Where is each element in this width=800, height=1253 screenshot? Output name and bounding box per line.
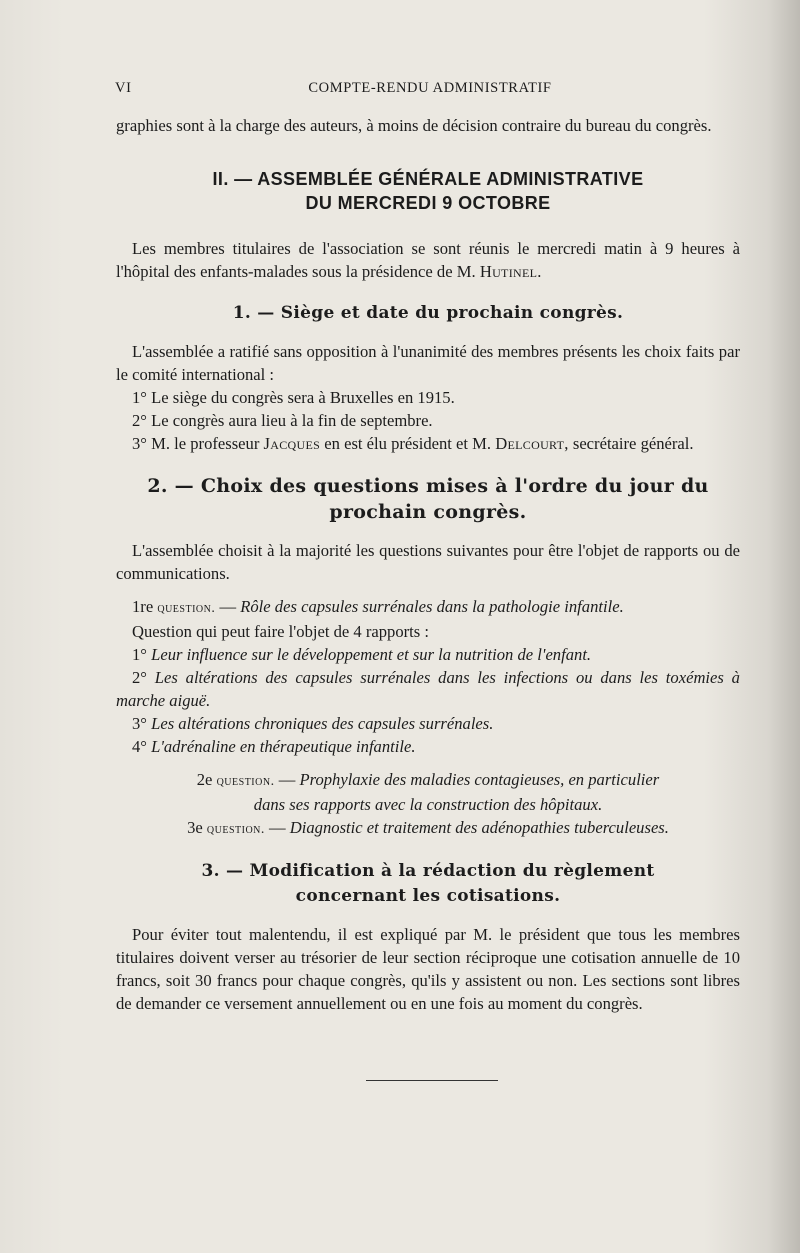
question-3: 3e question. — Diagnostic et traitement des adénopathies tuberculeuses. (187, 818, 669, 837)
list-item-text: secrétaire général. (572, 434, 694, 453)
page-number: VI (115, 80, 132, 96)
subsection-1-title: 1. — Siège et date du prochain congrès. (232, 303, 624, 323)
section-title-line2: DU MERCREDI 9 OCTOBRE (305, 193, 551, 213)
section-paragraph-text: Les membres titulaires de l'association se sont réunis le mercredi matin à 9 heures à l'hôpital des enfants-malades sous la présidence de M. (116, 239, 740, 281)
question-2-line2: dans ses rapports avec la construction des hôpitaux. (253, 795, 603, 814)
question-1-intro: Question qui peut faire l'objet de 4 rapports : (132, 622, 429, 641)
running-header (115, 80, 745, 102)
list-item-text: Leur influence sur le développement et sur la nutrition de l'enfant. (151, 645, 592, 664)
subsection-3-title-line2: concernant les cotisations. (295, 886, 561, 906)
intro-paragraph: graphies sont à la charge des auteurs, à moins de décision contraire du bureau du congrès. (116, 116, 712, 135)
list-item-text: L'adrénaline en thérapeutique infantile. (151, 737, 416, 756)
question-label: question. (216, 774, 275, 789)
subsection-3-title-line1: 3. — Modification à la rédaction du règlement (201, 861, 655, 881)
list-item-number: 2° (132, 668, 147, 687)
list-item (116, 666, 740, 712)
subsection-1-paragraph: L'assemblée a ratifié sans opposition à l'unanimité des membres présents les choix faits par le comité international : (116, 342, 740, 384)
list-item-number: 4° (132, 737, 147, 756)
list-item (116, 432, 740, 455)
question-1: 1re question. — Rôle des capsules surrénales dans la pathologie infantile. (132, 597, 624, 616)
list-item-number: 3° (132, 714, 147, 733)
question-text: Rôle des capsules surrénales dans la pathologie infantile. (240, 597, 624, 616)
question-number: 1re (132, 597, 154, 616)
question-number: 2e (196, 770, 213, 789)
person-name: Delcourt, (495, 434, 569, 453)
list-item-text: en est élu président et M. (324, 434, 492, 453)
list-item-text: Les altérations chroniques des capsules surrénales. (151, 714, 494, 733)
section-paragraph (116, 237, 740, 283)
list-item (116, 712, 740, 735)
question-label: question. (157, 601, 216, 616)
running-title: COMPTE-RENDU ADMINISTRATIF (308, 80, 552, 96)
question-text: Diagnostic et traitement des adénopathies tuberculeuses. (289, 818, 669, 837)
page-body (116, 114, 740, 1015)
section-title-line1: II. — ASSEMBLÉE GÉNÉRALE ADMINISTRATIVE (212, 169, 644, 189)
subsection-2-title-line1: 2. — Choix des questions mises à l'ordre du jour du (147, 475, 709, 497)
question-2: 2e question. — Prophylaxie des maladies contagieuses, en particulier (196, 770, 660, 789)
president-name: Hutinel. (479, 262, 542, 281)
question-text: Prophylaxie des maladies contagieuses, en particulier (299, 770, 660, 789)
list-item-text: 3° M. le professeur (132, 434, 260, 453)
subsection-2-title-line2: prochain congrès. (329, 501, 527, 523)
list-item: 2° Le congrès aura lieu à la fin de septembre. (132, 411, 433, 430)
closing-rule (366, 1080, 498, 1081)
list-item-text: Les altérations des capsules surrénales dans les infections ou dans les toxémies à marche aiguë. (116, 668, 740, 710)
person-name: Jacques (263, 434, 321, 453)
question-number: 3e (187, 818, 203, 837)
subsection-2-paragraph: L'assemblée choisit à la majorité les questions suivantes pour être l'objet de rapports ou de communications. (116, 541, 740, 583)
list-item (116, 643, 740, 666)
question-label: question. (206, 822, 265, 837)
list-item-number: 1° (132, 645, 147, 664)
list-item: 1° Le siège du congrès sera à Bruxelles en 1915. (132, 388, 455, 407)
list-item (116, 735, 740, 758)
subsection-3-paragraph: Pour éviter tout malentendu, il est expliqué par M. le président que tous les membres titulaires doivent verser au trésorier de leur section réciproque une cotisation annuelle de 10 francs, soit 30 francs pour chaque congrès, qu'ils y assistent ou non. Les sections sont libres de demander ce versement annuellement ou en une fois au moment du congrès. (116, 925, 740, 1013)
